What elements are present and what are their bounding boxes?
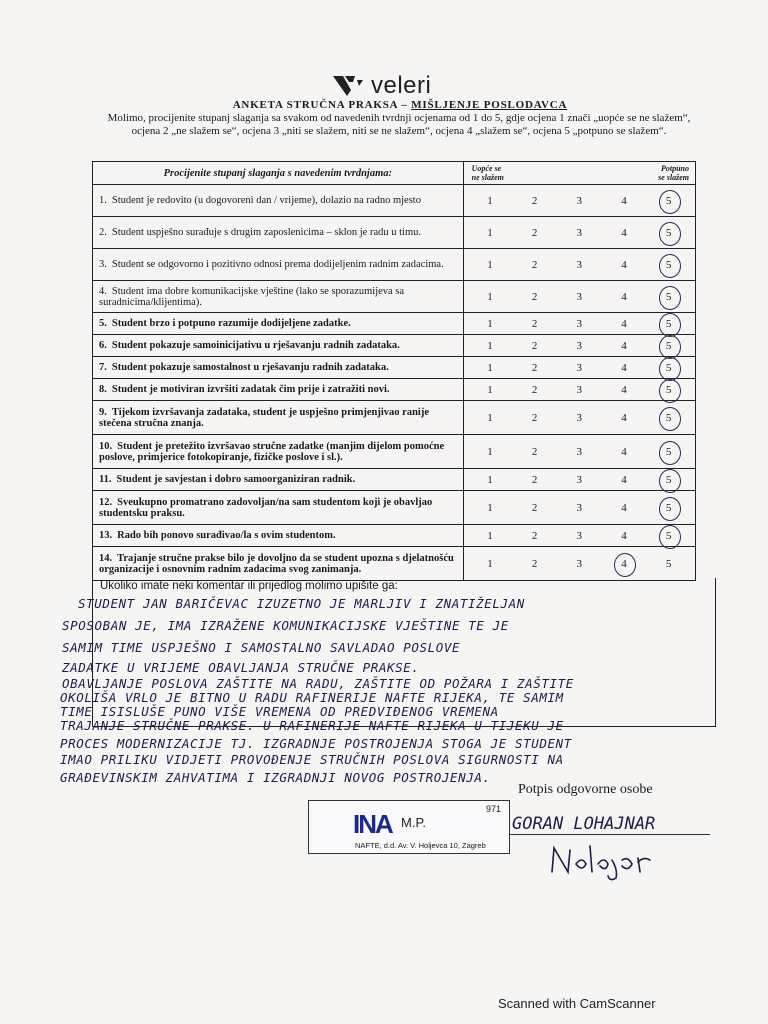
- rating-cell: [463, 335, 695, 357]
- rating-option[interactable]: 5: [654, 530, 684, 542]
- comment-line: OKOLIŠA VRLO JE BITNO U RADU RAFINERIJE NAFTE RIJEKA, TE SAMIM: [60, 690, 564, 705]
- question-text: Student brzo i potpuno razumije dodijeljene zadatke.: [111, 318, 351, 329]
- rating-option[interactable]: 5: [654, 227, 684, 239]
- table-row: [93, 217, 696, 249]
- rating-option[interactable]: 5: [654, 291, 684, 303]
- rating-option[interactable]: 1: [487, 411, 493, 424]
- question-text: Sveukupno promatrano zadovoljan/na sam studentom koji je obavljao studentsku praksu.: [99, 496, 433, 519]
- rating-option[interactable]: 2: [531, 194, 538, 207]
- title-underlined: MIŠLJENJE POSLODAVCA: [411, 99, 568, 111]
- question-number: 13.: [99, 530, 113, 541]
- question-text: Student je savjestan i dobro samoorganiziran radnik.: [116, 474, 356, 485]
- question-text: Student se odgovorno i pozitivno odnosi prema dodijeljenim radnim zadacima.: [111, 259, 444, 270]
- question-number: 6.: [99, 340, 107, 351]
- question-number: 11.: [99, 474, 112, 485]
- rating-option[interactable]: 3: [576, 383, 583, 396]
- question-cell: [93, 249, 464, 281]
- rating-option[interactable]: 5: [665, 557, 672, 570]
- rating-option[interactable]: 2: [531, 445, 538, 458]
- question-text: Student ima dobre komunikacijske vještine (lako se sporazumijeva sa suradnicima/klijentima).: [99, 285, 405, 308]
- rating-option[interactable]: 4: [621, 445, 627, 458]
- question-column-header: Procijenite stupanj slaganja s navedenim tvrdnjama:: [93, 162, 464, 185]
- comment-line: ZADATKE U VRIJEME OBAVLJANJA STRUČNE PRAKSE.: [62, 660, 420, 675]
- rating-option[interactable]: 1: [487, 194, 493, 207]
- stamp-logo: INA: [353, 809, 392, 839]
- rating-cell: [463, 313, 695, 335]
- comment-line: GRAĐEVINSKIM ZAHVATIMA I IZGRADNJI NOVOG POSTROJENJA.: [60, 770, 491, 785]
- rating-cell: [463, 379, 695, 401]
- rating-option[interactable]: 1: [487, 339, 493, 352]
- rating-option[interactable]: 3: [576, 290, 583, 303]
- table-row: [93, 547, 696, 581]
- rating-option[interactable]: 4: [621, 290, 627, 303]
- rating-option[interactable]: 4: [609, 558, 639, 570]
- rating-option[interactable]: 1: [487, 501, 493, 514]
- rating-option[interactable]: 3: [576, 557, 583, 570]
- rating-cell: [463, 281, 695, 313]
- question-number: 1.: [99, 195, 107, 206]
- rating-option[interactable]: 5: [654, 412, 684, 424]
- table-row: [93, 313, 696, 335]
- stamp-address: NAFTE, d.d. Av. V. Holjevca 10, Zagreb: [355, 841, 486, 850]
- scale-low-label: Uopće se ne slažem: [471, 164, 504, 182]
- rating-option[interactable]: 4: [621, 194, 627, 207]
- rating-option[interactable]: 1: [487, 445, 493, 458]
- rating-option[interactable]: 1: [487, 226, 493, 239]
- table-row: [93, 185, 696, 217]
- signature-line: [510, 834, 710, 835]
- question-cell: [93, 281, 464, 313]
- rating-option[interactable]: 5: [654, 340, 684, 352]
- comment-line: STUDENT JAN BARIČEVAC IZUZETNO JE MARLJIV I ZNATIŽELJAN: [78, 596, 525, 611]
- comment-line: TIME ISISLUŠE PUNO VIŠE VREMENA OD PREDVIĐENOG VREMENA: [60, 704, 499, 719]
- rating-option[interactable]: 4: [621, 501, 627, 514]
- comment-line: SPOSOBAN JE, IMA IZRAŽENE KOMUNIKACIJSKE VJEŠTINE TE JE: [62, 618, 509, 633]
- rating-option[interactable]: 3: [576, 194, 583, 207]
- stamp-mp: M.P.: [401, 815, 427, 830]
- rating-option[interactable]: 5: [654, 195, 684, 207]
- rating-option[interactable]: 1: [487, 258, 493, 271]
- question-cell: [93, 379, 464, 401]
- rating-cell: [463, 249, 695, 281]
- rating-cell: [463, 525, 695, 547]
- question-cell: [93, 185, 464, 217]
- rating-option[interactable]: 5: [654, 318, 684, 330]
- table-row: [93, 281, 696, 313]
- comment-line: IMAO PRILIKU VIDJETI PROVOĐENJE STRUČNIH POSLOVA SIGURNOSTI NA: [60, 752, 564, 767]
- scanner-watermark: Scanned with CamScanner: [498, 996, 656, 1011]
- comment-line: OBAVLJANJE POSLOVA ZAŠTITE NA RADU, ZAŠTITE OD POŽARA I ZAŠTITE: [62, 676, 574, 691]
- question-text: Student je motiviran izvršiti zadatak čim prije i zatražiti novi.: [111, 384, 390, 395]
- survey-title: [200, 99, 600, 111]
- rating-option[interactable]: 3: [576, 529, 583, 542]
- survey-instructions: Molimo, procijenite stupanj slaganja sa svakom od navedenih tvrdnji ocjenama od 1 do 5, gdje ocjena 1 znači „uopće se ne slažem“, ocjena 2 „ne slažem se“, ocjena 3 „niti se slažem, niti se ne slažem“, ocjena 4 „slažem se“, ocjena 5 „potpuno se slažem“.: [107, 112, 691, 137]
- comment-line: PROCES MODERNIZACIJE TJ. IZGRADNJE POSTROJENJA STOGA JE STUDENT: [60, 736, 572, 751]
- rating-option[interactable]: 4: [621, 339, 627, 352]
- rating-option[interactable]: 2: [531, 258, 538, 271]
- question-text: Tijekom izvršavanja zadataka, student je uspješno primjenjivao ranije stečena stručna znanja.: [99, 406, 430, 429]
- rating-option[interactable]: 4: [621, 226, 627, 239]
- rating-option[interactable]: 2: [531, 411, 538, 424]
- rating-option[interactable]: 5: [654, 446, 684, 458]
- rating-option[interactable]: 2: [531, 473, 538, 486]
- rating-option[interactable]: 4: [621, 317, 627, 330]
- question-cell: [93, 469, 464, 491]
- table-row: [93, 335, 696, 357]
- rating-option[interactable]: 2: [531, 557, 538, 570]
- rating-cell: [463, 491, 695, 525]
- rating-option[interactable]: 4: [621, 529, 627, 542]
- question-number: 4.: [99, 285, 107, 297]
- question-number: 14.: [99, 552, 113, 564]
- question-number: 2.: [99, 227, 107, 238]
- table-row: [93, 435, 696, 469]
- rating-option[interactable]: 3: [576, 226, 583, 239]
- rating-option[interactable]: 2: [531, 501, 538, 514]
- question-cell: [93, 525, 464, 547]
- rating-cell: [463, 469, 695, 491]
- scale-column-header: [463, 162, 695, 185]
- table-header-row: [93, 162, 696, 185]
- question-cell: [93, 357, 464, 379]
- rating-option[interactable]: 4: [621, 383, 627, 396]
- rating-option[interactable]: 3: [576, 445, 583, 458]
- rating-cell: [463, 217, 695, 249]
- rating-option[interactable]: 4: [621, 258, 627, 271]
- table-row: [93, 379, 696, 401]
- veleri-logo: [333, 72, 473, 100]
- rating-option[interactable]: 5: [654, 362, 684, 374]
- rating-option[interactable]: 2: [531, 226, 538, 239]
- question-text: Student je pretežito izvršavao stručne zadatke (manjim dijelom pomoćne poslove, primjerice fotokopiranje, fizičke poslove i sl.).: [99, 440, 445, 463]
- stamp-number: 971: [485, 804, 501, 814]
- rating-option[interactable]: 4: [621, 411, 627, 424]
- rating-cell: [463, 357, 695, 379]
- rating-option[interactable]: 1: [487, 383, 493, 396]
- rating-option[interactable]: 5: [654, 502, 684, 514]
- rating-option[interactable]: 5: [654, 384, 684, 396]
- rating-option[interactable]: 3: [576, 361, 583, 374]
- rating-option[interactable]: 2: [531, 339, 538, 352]
- company-stamp: [308, 800, 510, 854]
- question-number: 3.: [99, 259, 107, 270]
- question-number: 8.: [99, 384, 107, 395]
- rating-cell: [463, 435, 695, 469]
- rating-option[interactable]: 3: [576, 411, 583, 424]
- question-cell: [93, 335, 464, 357]
- rating-option[interactable]: 4: [621, 473, 627, 486]
- rating-option[interactable]: 1: [487, 317, 493, 330]
- rating-option[interactable]: 1: [487, 361, 493, 374]
- question-number: 7.: [99, 362, 107, 373]
- question-number: 9.: [99, 406, 107, 418]
- title-prefix: ANKETA STRUČNA PRAKSA –: [232, 99, 412, 111]
- rating-option[interactable]: 1: [487, 557, 493, 570]
- rating-option[interactable]: 2: [531, 317, 538, 330]
- question-number: 5.: [99, 318, 107, 329]
- table-row: [93, 249, 696, 281]
- table-row: [93, 469, 696, 491]
- rating-cell: [463, 185, 695, 217]
- signature-label: Potpis odgovorne osobe: [518, 782, 653, 797]
- veleri-logo-icon: [333, 74, 367, 98]
- comment-line: SAMIM TIME USPJEŠNO I SAMOSTALNO SAVLADAO POSLOVE: [62, 640, 461, 655]
- scale-high-label: Potpuno se slažem: [658, 164, 689, 182]
- rating-option[interactable]: 3: [576, 501, 583, 514]
- rating-option[interactable]: 2: [531, 290, 538, 303]
- table-row: [93, 401, 696, 435]
- comment-label: Ukoliko imate neki komentar ili prijedlog molimo upišite ga:: [100, 580, 398, 592]
- rating-cell: [463, 547, 695, 581]
- table-row: [93, 491, 696, 525]
- question-text: Student pokazuje samostalnost u rješavanju radnih zadataka.: [111, 362, 389, 373]
- rating-option[interactable]: 5: [654, 474, 684, 486]
- rating-option[interactable]: 3: [576, 473, 583, 486]
- rating-option[interactable]: 1: [487, 529, 493, 542]
- rating-option[interactable]: 4: [621, 361, 627, 374]
- rating-option[interactable]: 1: [487, 473, 493, 486]
- comment-line: TRAJANJE STRUČNE PRAKSE. U RAFINERIJE NAFTE RIJEKA U TIJEKU JE: [60, 718, 564, 733]
- logo-text: veleri: [371, 72, 432, 99]
- rating-option[interactable]: 5: [654, 259, 684, 271]
- question-number: 10.: [99, 440, 113, 452]
- rating-option[interactable]: 3: [576, 339, 583, 352]
- question-text: Trajanje stručne prakse bilo je dovoljno da se student upozna s djelatnošću organizacije i osnovnim radnim zadacima svog zanimanja.: [99, 552, 454, 575]
- question-number: 12.: [99, 496, 113, 508]
- rating-option[interactable]: 2: [531, 383, 538, 396]
- rating-option[interactable]: 1: [487, 290, 493, 303]
- question-text: Student uspješno surađuje s drugim zaposlenicima – sklon je radu u timu.: [111, 227, 421, 238]
- question-text: Student pokazuje samoinicijativu u rješavanju radnih zadataka.: [111, 340, 400, 351]
- table-row: [93, 525, 696, 547]
- question-cell: [93, 217, 464, 249]
- rating-option[interactable]: 3: [576, 317, 583, 330]
- question-cell: [93, 491, 464, 525]
- signatory-name: GORAN LOHAJNAR: [512, 814, 656, 834]
- question-text: Student je redovito (u dogovoreni dan / vrijeme), dolazio na radno mjesto: [111, 195, 421, 206]
- question-cell: [93, 313, 464, 335]
- table-row: [93, 357, 696, 379]
- question-cell: [93, 547, 464, 581]
- rating-option[interactable]: 2: [531, 529, 538, 542]
- rating-option[interactable]: 3: [576, 258, 583, 271]
- question-cell: [93, 401, 464, 435]
- question-text: Rado bih ponovo surađivao/la s ovim studentom.: [117, 530, 336, 541]
- survey-table: [92, 161, 696, 581]
- rating-cell: [463, 401, 695, 435]
- question-cell: [93, 435, 464, 469]
- rating-option[interactable]: 2: [531, 361, 538, 374]
- handwritten-signature: [548, 842, 668, 882]
